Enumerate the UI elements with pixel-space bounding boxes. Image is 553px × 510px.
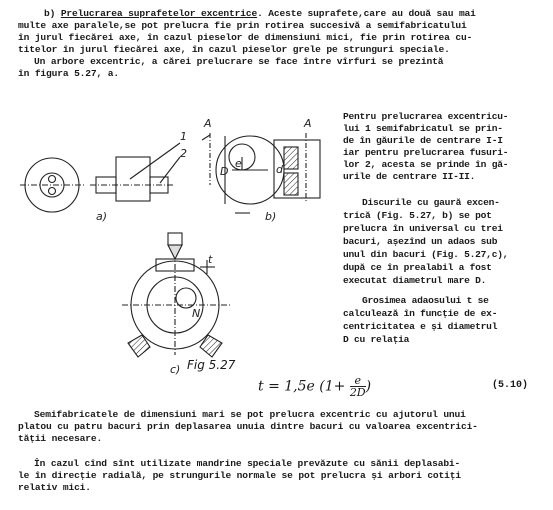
bottom-line-5: le în direcție radială, pe strungurile normale se pot prelucra și arbori cotiți xyxy=(18,470,461,481)
section-heading: Prelucrarea suprafetelor excentrice xyxy=(60,8,258,19)
bottom-line-6: relativ mici. xyxy=(18,482,91,493)
formula: t = 1,5e (1+ $\frac{e}{2D}$ ) xyxy=(258,374,372,399)
figure-caption: Fig 5.27 xyxy=(187,358,236,372)
right-line-16: centricitatea e și diametrul xyxy=(343,321,498,332)
right-line-2: lui 1 semifabricatul se prin- xyxy=(343,123,503,134)
bottom-line-4: În cazul cînd sînt utilizate mandrine speciale prevăzute cu sănii deplasabi- xyxy=(34,458,461,469)
right-line-4: iar pentru prelucrarea fusuri- xyxy=(343,147,509,158)
equation-number: (5.10) xyxy=(492,380,529,391)
right-line-12: după ce în prealabil a fost xyxy=(343,262,492,273)
right-line-13: executat diametrul mare D. xyxy=(343,275,487,286)
label-t: t xyxy=(208,253,213,266)
subfig-c: c) xyxy=(170,363,181,375)
text-line-4: titelor în jurul fiecărei axe, în cazul pieselor grele pe strunguri speciale. xyxy=(18,44,450,55)
right-line-1: Pentru prelucrarea excentricu- xyxy=(343,111,509,122)
figure-5-27 xyxy=(10,95,340,375)
bottom-line-1: Semifabricatele de dimensiuni mari se pot prelucra excentric cu ajutorul unui xyxy=(34,409,466,420)
text-line-1: b) Prelucrarea suprafetelor excentrice. Aceste suprafete,care au două sau mai xyxy=(44,8,476,19)
right-line-3: de în găurile de centrare I-I xyxy=(343,135,503,146)
right-line-5: lor 2, acesta se prinde în gă- xyxy=(343,159,509,170)
right-line-8: trică (Fig. 5.27, b) se pot xyxy=(343,210,492,221)
right-line-9: prelucra în universal cu trei xyxy=(343,223,503,234)
bottom-line-2: platou cu patru bacuri prin deplasarea unuia dintre bacuri cu valoarea excentrici- xyxy=(18,421,478,432)
label-A-right: A xyxy=(304,117,312,130)
label-A: A xyxy=(204,117,212,130)
right-line-15: calculează în funcție de ex- xyxy=(343,308,498,319)
label-D: D xyxy=(220,165,229,178)
text-line-5: Un arbore excentric, a cărei prelucrare se face între vîrfuri se prezintă xyxy=(34,56,444,67)
right-line-17: D cu relația xyxy=(343,334,410,345)
label-d: d xyxy=(276,163,283,176)
right-line-10: bacuri, așezînd un adaos sub xyxy=(343,236,498,247)
label-e: e xyxy=(235,157,242,170)
subfig-b: b) xyxy=(265,210,277,223)
tool-tip xyxy=(168,245,182,259)
bottom-line-3: tății necesare. xyxy=(18,433,103,444)
right-line-7: Discurile cu gaură excen- xyxy=(362,197,500,208)
label-N: N xyxy=(192,307,201,320)
right-line-6: urile de centrare II-II. xyxy=(343,171,476,182)
eccentric-body xyxy=(116,157,150,201)
text-line-2: multe axe paralele,se pot prelucra fie prin rotirea succesivă a semifabricatului xyxy=(18,20,467,31)
label-one: 1 xyxy=(180,130,187,143)
subfig-a: a) xyxy=(96,210,108,223)
label-two: 2 xyxy=(180,147,187,160)
text-line-3: în jurul fiecărei axe, în cazul pieselor de dimensiuni mici, fie prin rotirea cu- xyxy=(18,32,473,43)
text-line-6: în figura 5.27, a. xyxy=(18,68,119,79)
right-line-11: unul din bacuri (Fig. 5.27,c), xyxy=(343,249,509,260)
right-line-14: Grosimea adaosului t se xyxy=(362,295,489,306)
